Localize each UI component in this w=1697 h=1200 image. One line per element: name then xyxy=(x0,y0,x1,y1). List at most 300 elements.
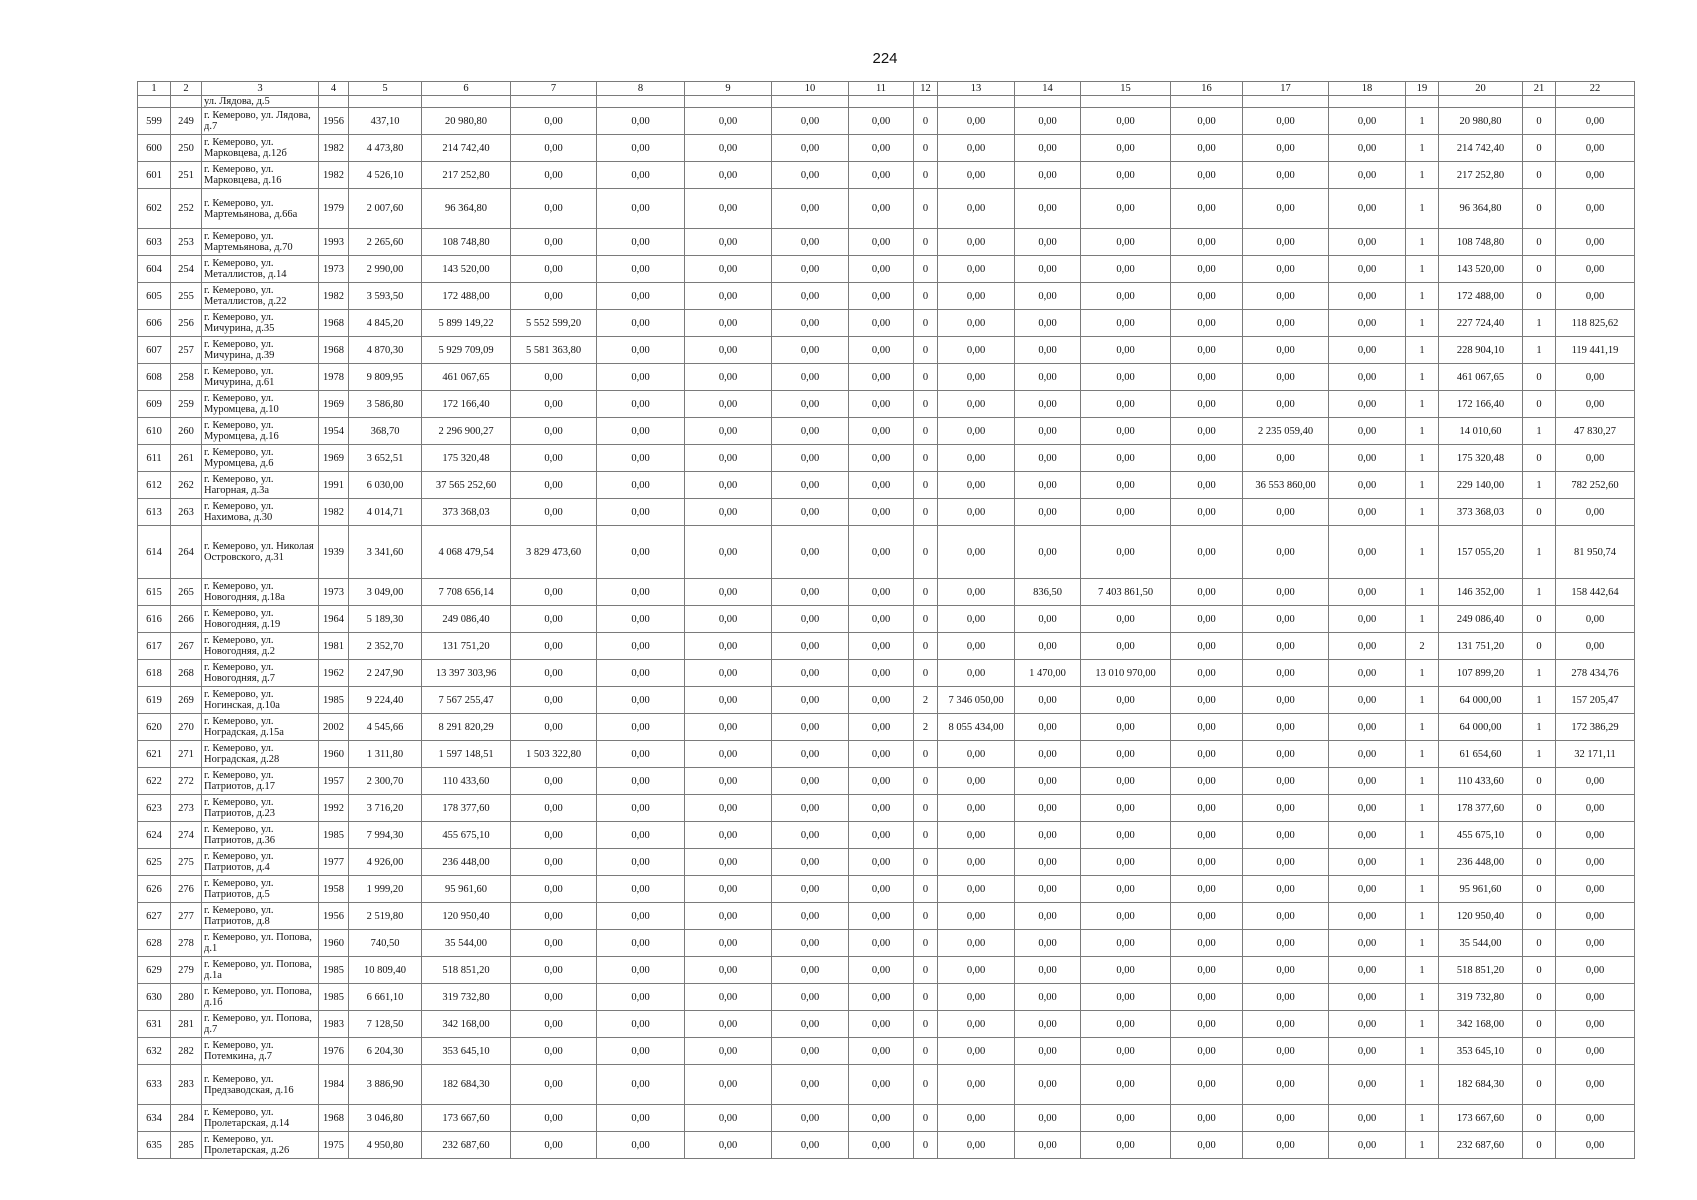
table-cell: 276 xyxy=(171,876,202,903)
table-cell: 271 xyxy=(171,741,202,768)
table-cell: 0 xyxy=(1523,795,1556,822)
table-cell: 0,00 xyxy=(1171,714,1243,741)
table-cell: 0,00 xyxy=(1171,135,1243,162)
table-cell: 175 320,48 xyxy=(422,445,511,472)
table-cell: 1 xyxy=(1406,1038,1439,1065)
table-cell: 0,00 xyxy=(849,849,914,876)
table-cell: 1 xyxy=(1406,108,1439,135)
table-cell: 455 675,10 xyxy=(1439,822,1523,849)
table-cell: 0,00 xyxy=(1243,283,1329,310)
table-cell: 0,00 xyxy=(1015,822,1081,849)
table-cell: 635 xyxy=(138,1132,171,1159)
address-cell: г. Кемерово, ул. Николая Островского, д.31 xyxy=(202,526,319,579)
table-cell: 61 654,60 xyxy=(1439,741,1523,768)
table-cell: 0,00 xyxy=(1329,984,1406,1011)
table-cell: 275 xyxy=(171,849,202,876)
table-cell: 342 168,00 xyxy=(422,1011,511,1038)
table-cell: 0,00 xyxy=(1171,472,1243,499)
table-cell: 0,00 xyxy=(849,714,914,741)
table-cell: 0 xyxy=(1523,876,1556,903)
table-cell: 607 xyxy=(138,337,171,364)
table-cell: 277 xyxy=(171,903,202,930)
table-cell: 0,00 xyxy=(938,579,1015,606)
table-cell: 1 xyxy=(1406,418,1439,445)
table-cell: 1 xyxy=(1406,1105,1439,1132)
table-cell: 2 xyxy=(914,714,938,741)
table-cell: 0,00 xyxy=(1171,418,1243,445)
table-row xyxy=(138,337,1635,364)
table-cell: 173 667,60 xyxy=(1439,1105,1523,1132)
table-cell: 0,00 xyxy=(1171,499,1243,526)
table-row xyxy=(138,364,1635,391)
table-cell: 0,00 xyxy=(597,310,685,337)
table-cell: 0,00 xyxy=(685,822,772,849)
table-cell: 1969 xyxy=(319,445,349,472)
column-header: 9 xyxy=(685,82,772,96)
table-cell: 1 xyxy=(1523,714,1556,741)
table-cell: 7 708 656,14 xyxy=(422,579,511,606)
table-cell: 0,00 xyxy=(849,445,914,472)
table-row xyxy=(138,189,1635,229)
table-cell: 0,00 xyxy=(1015,768,1081,795)
table-cell: 353 645,10 xyxy=(1439,1038,1523,1065)
table-cell: 1 xyxy=(1523,418,1556,445)
address-cell: г. Кемерово, ул. Пролетарская, д.14 xyxy=(202,1105,319,1132)
table-cell: 626 xyxy=(138,876,171,903)
table-cell: 1 xyxy=(1406,391,1439,418)
table-cell: 1956 xyxy=(319,903,349,930)
table-cell: 0,00 xyxy=(1329,283,1406,310)
address-cell: г. Кемерово, ул. Потемкина, д.7 xyxy=(202,1038,319,1065)
table-cell: 0,00 xyxy=(1171,876,1243,903)
table-cell: 0 xyxy=(914,256,938,283)
table-cell: 0,00 xyxy=(772,310,849,337)
table-cell: 0 xyxy=(914,1038,938,1065)
table-cell: 0,00 xyxy=(849,256,914,283)
table-cell: 0,00 xyxy=(1329,633,1406,660)
table-cell: 0,00 xyxy=(1243,445,1329,472)
table-cell: 95 961,60 xyxy=(1439,876,1523,903)
table-cell: 0,00 xyxy=(1015,418,1081,445)
table-cell: 0,00 xyxy=(1081,135,1171,162)
table-cell: 0,00 xyxy=(685,472,772,499)
table-cell: 260 xyxy=(171,418,202,445)
table-cell: 0,00 xyxy=(1015,283,1081,310)
table-cell: 0,00 xyxy=(772,1132,849,1159)
table-cell: 0,00 xyxy=(1015,229,1081,256)
table-cell: 182 684,30 xyxy=(422,1065,511,1105)
table-cell: 0,00 xyxy=(1329,660,1406,687)
table-row xyxy=(138,957,1635,984)
table-cell: 1985 xyxy=(319,687,349,714)
table-cell: 0,00 xyxy=(938,499,1015,526)
table-cell: 0,00 xyxy=(1081,957,1171,984)
table-cell: 0 xyxy=(914,364,938,391)
continuation-row xyxy=(138,96,1635,108)
table-cell: 0,00 xyxy=(685,108,772,135)
column-header: 7 xyxy=(511,82,597,96)
table-cell: 619 xyxy=(138,687,171,714)
table-cell xyxy=(138,96,171,108)
table-cell: 0,00 xyxy=(938,1038,1015,1065)
table-row xyxy=(138,984,1635,1011)
table-cell: 0,00 xyxy=(938,876,1015,903)
table-cell: 229 140,00 xyxy=(1439,472,1523,499)
page-number: 224 xyxy=(872,50,898,67)
table-cell: 0,00 xyxy=(1556,984,1635,1011)
table-cell: 64 000,00 xyxy=(1439,714,1523,741)
table-cell: 131 751,20 xyxy=(422,633,511,660)
table-row xyxy=(138,418,1635,445)
table-cell: 278 xyxy=(171,930,202,957)
table-cell: 0,00 xyxy=(511,418,597,445)
table-cell: 0,00 xyxy=(849,472,914,499)
table-cell: 0 xyxy=(914,135,938,162)
table-body xyxy=(138,82,1635,1159)
table-cell: 146 352,00 xyxy=(1439,579,1523,606)
table-cell: 611 xyxy=(138,445,171,472)
table-cell: 13 010 970,00 xyxy=(1081,660,1171,687)
table-cell: 10 809,40 xyxy=(349,957,422,984)
table-cell: 0,00 xyxy=(772,984,849,1011)
table-cell: 0,00 xyxy=(685,957,772,984)
table-cell: 280 xyxy=(171,984,202,1011)
table-cell: 0,00 xyxy=(1015,876,1081,903)
table-cell: 0,00 xyxy=(1243,1132,1329,1159)
table-cell: 0,00 xyxy=(511,984,597,1011)
table-cell: 0,00 xyxy=(1243,135,1329,162)
table-cell: 0,00 xyxy=(1329,189,1406,229)
table-cell: 0,00 xyxy=(1556,189,1635,229)
table-cell: 228 904,10 xyxy=(1439,337,1523,364)
table-cell: 0,00 xyxy=(1329,445,1406,472)
table-cell: 0,00 xyxy=(1171,162,1243,189)
table-cell: 0,00 xyxy=(849,795,914,822)
table-cell: 0 xyxy=(1523,499,1556,526)
table-cell: 0 xyxy=(1523,957,1556,984)
table-cell: 3 341,60 xyxy=(349,526,422,579)
address-cell: г. Кемерово, ул. Металлистов, д.22 xyxy=(202,283,319,310)
table-cell: 1 xyxy=(1406,660,1439,687)
table-cell: 0,00 xyxy=(1329,526,1406,579)
table-cell: 3 593,50 xyxy=(349,283,422,310)
table-cell: 0,00 xyxy=(685,741,772,768)
table-cell: 2 xyxy=(914,687,938,714)
table-cell: 0,00 xyxy=(511,849,597,876)
table-cell: 0 xyxy=(914,1105,938,1132)
table-cell: 0,00 xyxy=(849,162,914,189)
table-cell: 0,00 xyxy=(1556,795,1635,822)
table-cell: 172 166,40 xyxy=(1439,391,1523,418)
address-cell: г. Кемерово, ул. Новогодняя, д.18а xyxy=(202,579,319,606)
table-row xyxy=(138,162,1635,189)
table-cell: 0,00 xyxy=(597,1105,685,1132)
table-cell: 1 999,20 xyxy=(349,876,422,903)
table-cell: 0,00 xyxy=(772,957,849,984)
table-cell: 0,00 xyxy=(849,741,914,768)
table-cell: 0,00 xyxy=(1329,1011,1406,1038)
table-cell: 0 xyxy=(914,310,938,337)
table-cell: 0,00 xyxy=(685,364,772,391)
table-cell: 0,00 xyxy=(772,876,849,903)
table-cell: 0,00 xyxy=(597,768,685,795)
table-cell: 0 xyxy=(1523,108,1556,135)
table-cell xyxy=(1171,96,1243,108)
column-header: 5 xyxy=(349,82,422,96)
table-cell: 81 950,74 xyxy=(1556,526,1635,579)
address-cell: г. Кемерово, ул. Новогодняя, д.2 xyxy=(202,633,319,660)
table-cell: 0,00 xyxy=(685,445,772,472)
table-cell: 0,00 xyxy=(772,337,849,364)
table-cell: 252 xyxy=(171,189,202,229)
table-cell: 353 645,10 xyxy=(422,1038,511,1065)
table-cell: 0,00 xyxy=(511,633,597,660)
table-cell: 268 xyxy=(171,660,202,687)
table-cell: 0,00 xyxy=(1081,189,1171,229)
table-cell: 108 748,80 xyxy=(1439,229,1523,256)
table-cell: 0,00 xyxy=(1081,1038,1171,1065)
table-cell: 0,00 xyxy=(1329,418,1406,445)
column-header: 11 xyxy=(849,82,914,96)
table-cell: 0,00 xyxy=(1243,822,1329,849)
table-cell xyxy=(319,96,349,108)
table-cell: 0,00 xyxy=(772,903,849,930)
table-cell: 0,00 xyxy=(938,135,1015,162)
table-cell: 0,00 xyxy=(1329,687,1406,714)
table-cell: 605 xyxy=(138,283,171,310)
table-cell: 1 xyxy=(1406,1065,1439,1105)
table-cell: 0,00 xyxy=(1015,687,1081,714)
table-cell xyxy=(1523,96,1556,108)
table-cell: 0,00 xyxy=(772,189,849,229)
table-cell: 3 652,51 xyxy=(349,445,422,472)
table-cell: 0,00 xyxy=(685,606,772,633)
table-cell xyxy=(422,96,511,108)
table-cell: 0,00 xyxy=(1015,714,1081,741)
table-cell: 1982 xyxy=(319,283,349,310)
table-cell: 0 xyxy=(914,229,938,256)
table-cell: 1 311,80 xyxy=(349,741,422,768)
table-cell xyxy=(1329,96,1406,108)
table-cell: 0,00 xyxy=(1329,391,1406,418)
table-cell: 0 xyxy=(1523,162,1556,189)
table-cell: 282 xyxy=(171,1038,202,1065)
table-cell: 0,00 xyxy=(1015,108,1081,135)
table-cell: 634 xyxy=(138,1105,171,1132)
table-cell: 0,00 xyxy=(1015,795,1081,822)
table-cell: 96 364,80 xyxy=(1439,189,1523,229)
table-cell: 319 732,80 xyxy=(1439,984,1523,1011)
table-cell: 0,00 xyxy=(1556,903,1635,930)
table-row xyxy=(138,768,1635,795)
table-cell: 0,00 xyxy=(1329,930,1406,957)
table-cell: 259 xyxy=(171,391,202,418)
table-cell: 0,00 xyxy=(1015,499,1081,526)
table-cell: 256 xyxy=(171,310,202,337)
table-cell: 64 000,00 xyxy=(1439,687,1523,714)
table-cell: 272 xyxy=(171,768,202,795)
table-cell: 0,00 xyxy=(1171,822,1243,849)
address-cell: г. Кемерово, ул. Лядова, д.7 xyxy=(202,108,319,135)
table-cell: 1 xyxy=(1406,957,1439,984)
table-cell: 1975 xyxy=(319,1132,349,1159)
table-cell: 0 xyxy=(1523,135,1556,162)
table-cell: 0,00 xyxy=(938,741,1015,768)
table-cell: 461 067,65 xyxy=(422,364,511,391)
table-cell: 0,00 xyxy=(685,1065,772,1105)
table-cell: 0,00 xyxy=(685,162,772,189)
table-cell: 0,00 xyxy=(597,822,685,849)
table-cell: 0,00 xyxy=(938,162,1015,189)
table-cell: 0,00 xyxy=(849,310,914,337)
table-cell: 0,00 xyxy=(849,822,914,849)
column-header: 20 xyxy=(1439,82,1523,96)
table-cell: 0,00 xyxy=(1243,741,1329,768)
table-cell: 0,00 xyxy=(938,229,1015,256)
table-cell: 266 xyxy=(171,606,202,633)
table-cell: 0,00 xyxy=(511,445,597,472)
table-cell: 0,00 xyxy=(597,849,685,876)
table-cell: 0,00 xyxy=(849,606,914,633)
table-cell: 0,00 xyxy=(1171,633,1243,660)
column-header: 12 xyxy=(914,82,938,96)
table-cell: 608 xyxy=(138,364,171,391)
table-cell: 614 xyxy=(138,526,171,579)
table-row xyxy=(138,687,1635,714)
table-cell: 0,00 xyxy=(1171,579,1243,606)
table-cell: 0,00 xyxy=(1081,472,1171,499)
housing-table xyxy=(137,81,1635,1159)
address-cell: г. Кемерово, ул. Муромцева, д.16 xyxy=(202,418,319,445)
column-header: 2 xyxy=(171,82,202,96)
table-cell: 0,00 xyxy=(1243,957,1329,984)
table-cell: 1 xyxy=(1406,849,1439,876)
table-cell: 630 xyxy=(138,984,171,1011)
table-cell: 0,00 xyxy=(597,1065,685,1105)
table-cell: 1 xyxy=(1406,310,1439,337)
table-cell: 0,00 xyxy=(511,1105,597,1132)
table-cell: 1 xyxy=(1406,822,1439,849)
column-header: 6 xyxy=(422,82,511,96)
table-row xyxy=(138,1132,1635,1159)
table-cell: 1968 xyxy=(319,337,349,364)
column-header: 17 xyxy=(1243,82,1329,96)
table-cell: 0,00 xyxy=(849,633,914,660)
table-cell: 7 994,30 xyxy=(349,822,422,849)
table-cell: 157 205,47 xyxy=(1556,687,1635,714)
table-cell: 0,00 xyxy=(938,1132,1015,1159)
table-cell: 0,00 xyxy=(772,687,849,714)
table-cell: 0,00 xyxy=(685,135,772,162)
table-cell: 0,00 xyxy=(1171,445,1243,472)
table-row xyxy=(138,1105,1635,1132)
table-cell: 0,00 xyxy=(849,1038,914,1065)
table-cell: 622 xyxy=(138,768,171,795)
table-cell: 1985 xyxy=(319,957,349,984)
table-cell: 0,00 xyxy=(938,984,1015,1011)
table-cell: 0,00 xyxy=(1171,108,1243,135)
table-cell: 0,00 xyxy=(849,768,914,795)
table-row xyxy=(138,1038,1635,1065)
table-cell: 0,00 xyxy=(1329,229,1406,256)
table-cell: 0,00 xyxy=(1171,903,1243,930)
table-cell: 0,00 xyxy=(849,876,914,903)
table-cell: 0,00 xyxy=(1243,108,1329,135)
table-cell: 0,00 xyxy=(849,283,914,310)
table-cell: 0,00 xyxy=(1081,229,1171,256)
table-cell: 0,00 xyxy=(1015,526,1081,579)
table-cell: 281 xyxy=(171,1011,202,1038)
table-cell: 1954 xyxy=(319,418,349,445)
table-row xyxy=(138,903,1635,930)
table-cell: 0 xyxy=(914,1065,938,1105)
table-cell: 0,00 xyxy=(772,1038,849,1065)
table-cell: 0,00 xyxy=(1171,189,1243,229)
table-cell: 1977 xyxy=(319,849,349,876)
table-cell: 0,00 xyxy=(1556,1038,1635,1065)
table-row xyxy=(138,472,1635,499)
table-cell: 0,00 xyxy=(1171,526,1243,579)
table-row xyxy=(138,1065,1635,1105)
table-cell: 0,00 xyxy=(1243,930,1329,957)
table-cell: 0 xyxy=(914,957,938,984)
table-cell: 0,00 xyxy=(1015,445,1081,472)
table-row xyxy=(138,876,1635,903)
table-cell: 1 xyxy=(1406,984,1439,1011)
table-cell: 0,00 xyxy=(938,364,1015,391)
table-cell: 620 xyxy=(138,714,171,741)
table-cell: 0,00 xyxy=(597,364,685,391)
table-cell: 0,00 xyxy=(597,741,685,768)
table-cell: 110 433,60 xyxy=(422,768,511,795)
table-cell: 1985 xyxy=(319,984,349,1011)
table-cell: 4 473,80 xyxy=(349,135,422,162)
table-cell: 0,00 xyxy=(1556,135,1635,162)
table-cell: 0,00 xyxy=(1556,108,1635,135)
table-cell: 1 xyxy=(1523,337,1556,364)
table-cell: 0,00 xyxy=(1081,822,1171,849)
table-cell: 0,00 xyxy=(938,795,1015,822)
table-cell: 624 xyxy=(138,822,171,849)
table-cell: 0,00 xyxy=(938,957,1015,984)
table-cell: 373 368,03 xyxy=(1439,499,1523,526)
table-cell: 178 377,60 xyxy=(422,795,511,822)
table-cell: 0,00 xyxy=(772,135,849,162)
table-cell: 0,00 xyxy=(511,499,597,526)
table-cell: 0,00 xyxy=(938,445,1015,472)
table-cell xyxy=(1439,96,1523,108)
table-row xyxy=(138,526,1635,579)
table-cell: 5 189,30 xyxy=(349,606,422,633)
table-cell: 1 xyxy=(1523,310,1556,337)
table-cell: 0,00 xyxy=(1171,741,1243,768)
table-cell: 0,00 xyxy=(849,660,914,687)
address-cell: г. Кемерово, ул. Марковцева, д.16 xyxy=(202,162,319,189)
table-cell: 0,00 xyxy=(1171,391,1243,418)
table-cell: 0,00 xyxy=(1329,849,1406,876)
table-cell: 0,00 xyxy=(772,162,849,189)
table-cell: 0,00 xyxy=(1081,1011,1171,1038)
table-cell: 0,00 xyxy=(849,930,914,957)
table-cell: 1957 xyxy=(319,768,349,795)
table-cell: 1 xyxy=(1523,472,1556,499)
table-cell: 217 252,80 xyxy=(422,162,511,189)
table-cell: 1 xyxy=(1406,445,1439,472)
table-cell: 0 xyxy=(914,741,938,768)
table-cell: 0,00 xyxy=(772,606,849,633)
table-cell: 342 168,00 xyxy=(1439,1011,1523,1038)
table-cell: 0,00 xyxy=(1329,795,1406,822)
